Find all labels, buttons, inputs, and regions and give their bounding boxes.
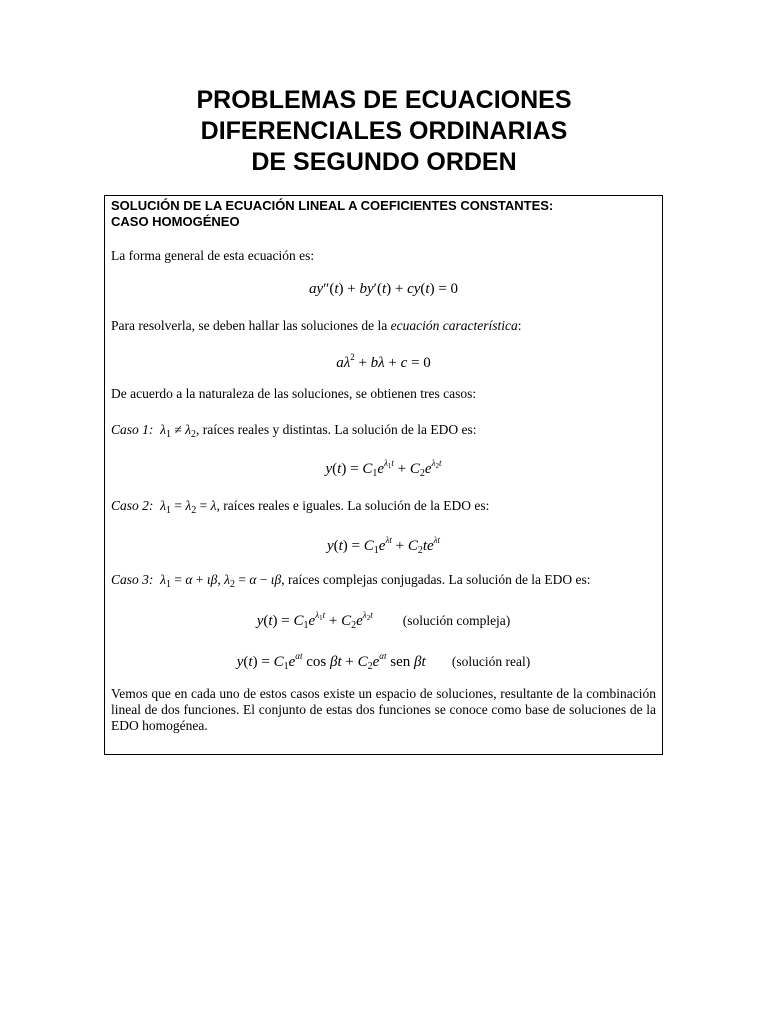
case-2-description: , raíces reales e iguales. La solución de la EDO es: bbox=[216, 498, 490, 513]
title-line-2: DIFERENCIALES ORDINARIAS bbox=[200, 117, 568, 145]
case-2-solution: $y(t) = C_1e^{\lambda t} + C_2te^{\lambda t}$ bbox=[326, 535, 441, 556]
case-1-text: Caso 1: $\lambda_1 \ne \lambda_2$, raíces reales y distintas. La solución de la EDO es: bbox=[111, 422, 477, 440]
case-2-label: Caso 2: bbox=[111, 498, 154, 513]
case-3-label: Caso 3: bbox=[111, 572, 154, 587]
section-box bbox=[104, 195, 663, 755]
case-1-description: , raíces reales y distintas. La solución de la EDO es: bbox=[196, 422, 477, 437]
resolve-suffix: : bbox=[517, 318, 522, 333]
case-3-complex-solution: $y(t) = C_1e^{\lambda_1t} + C_2e^{\lambda_2t}$ (solución compleja) bbox=[256, 610, 511, 631]
general-equation: ay″(t) + by′(t) + cy(t) = 0 bbox=[308, 281, 459, 297]
title-line-1: PROBLEMAS DE ECUACIONES bbox=[196, 86, 572, 114]
case-1-label: Caso 1: bbox=[111, 422, 154, 437]
document-title bbox=[0, 85, 768, 178]
title-line-3: DE SEGUNDO ORDEN bbox=[251, 148, 517, 176]
real-solution-note: (solución real) bbox=[451, 654, 531, 669]
case-3-text: Caso 3: $\lambda_1 = \alpha + \iota\beta$, $\lambda_2 = \alpha - \iota\beta$, raíces complejas conjugadas. La solución de la EDO es: bbox=[111, 572, 591, 590]
case-2-text: Caso 2: $\lambda_1 = \lambda_2 = \lambda$, raíces reales e iguales. La solución de la EDO es: bbox=[111, 498, 490, 516]
case-3-description: , raíces complejas conjugadas. La solución de la EDO es: bbox=[281, 572, 591, 587]
resolve-text bbox=[111, 318, 656, 334]
conclusion-text: Vemos que en cada uno de estos casos existe un espacio de soluciones, resultante de la combinación lineal de dos funciones. El conjunto de estas dos funciones se conoce como base de soluciones de la EDO homogénea. bbox=[111, 686, 656, 733]
characteristic-equation: $a\lambda^2 + b\lambda + c = 0$ bbox=[336, 352, 431, 371]
section-heading bbox=[111, 198, 656, 230]
section-heading-line-1: SOLUCIÓN DE LA ECUACIÓN LINEAL A COEFICIENTES CONSTANTES: bbox=[111, 198, 554, 213]
intro-text: La forma general de esta ecuación es: bbox=[111, 248, 315, 263]
characteristic-equation-term: ecuación característica bbox=[390, 318, 518, 333]
case-3-real-solution: $y(t) = C_1e^{\alpha t}$ $\cos \beta t + C_2e^{\alpha t}$ sen βt (solución real) bbox=[236, 651, 531, 672]
resolve-prefix: Para resolverla, se deben hallar las soluciones de la bbox=[111, 318, 391, 333]
section-heading-line-2: CASO HOMOGÉNEO bbox=[111, 214, 240, 229]
three-cases-text: De acuerdo a la naturaleza de las soluciones, se obtienen tres casos: bbox=[111, 386, 477, 401]
complex-solution-note: (solución compleja) bbox=[402, 613, 511, 628]
case-1-solution: $y(t) = C_1e^{\lambda_1t} + C_2e^{\lambda_2t}$ bbox=[325, 458, 442, 479]
